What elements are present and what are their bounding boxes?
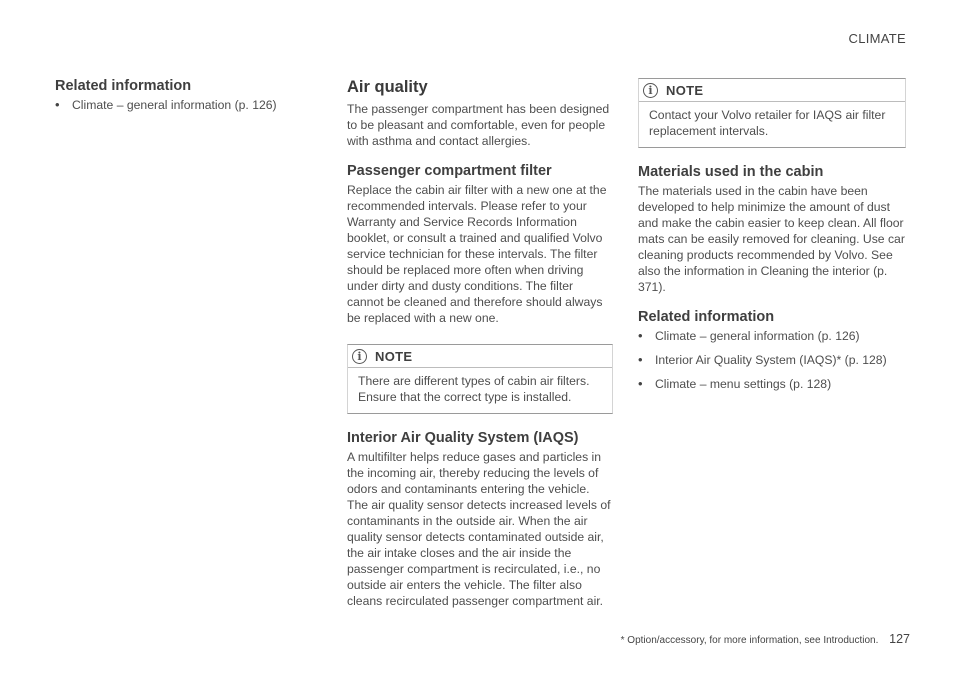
related-link-climate-general[interactable]: • Climate – general information (p. 126): [638, 328, 906, 344]
note-label: NOTE: [666, 82, 704, 98]
air-quality-title: Air quality: [347, 78, 428, 96]
note-box-iaqs-interval: [638, 78, 906, 148]
column-left: [55, 78, 295, 121]
filter-heading: Passenger compartment filter: [347, 163, 552, 179]
related-link-climate-general[interactable]: • Climate – general information (p. 126): [55, 97, 295, 113]
materials-text: The materials used in the cabin have been developed to help minimize the amount of dust and make the cabin easier to keep clean. All floor mats can be easily removed for cleaning. Use car cleaning products recommended by Volvo. See also the information in Cleaning the interior (p. 371).: [638, 184, 905, 294]
note-box-filter-types: [347, 344, 613, 414]
related-info-heading: Related information: [55, 78, 192, 94]
info-icon: i: [352, 349, 367, 364]
materials-heading: Materials used in the cabin: [638, 164, 824, 180]
page-number: 127: [889, 632, 910, 646]
filter-text: Replace the cabin air filter with a new one at the recommended intervals. Please refer to your Warranty and Service Records Information booklet, or consult a trained and qualified Volvo service technician for these intervals. The filter should be replaced more often when driving under dirty and dusty conditions. The filter cannot be cleaned and therefore should always be replaced with a new one.: [347, 183, 607, 325]
related-link-climate-menu[interactable]: • Climate – menu settings (p. 128): [638, 376, 906, 392]
note-header: [348, 345, 612, 368]
note-label: NOTE: [375, 348, 413, 364]
related-link-iaqs[interactable]: • Interior Air Quality System (IAQS)* (p. 128): [638, 352, 906, 368]
column-right: [638, 78, 906, 400]
section-header: CLIMATE: [848, 31, 906, 46]
footnote: * Option/accessory, for more information, see Introduction.: [620, 635, 879, 646]
note-header: [639, 79, 905, 102]
related-info-list: [55, 97, 295, 113]
footer: [621, 632, 910, 646]
iaqs-text: A multifilter helps reduce gases and particles in the incoming air, thereby reducing the levels of odors and contaminants entering the vehicle. The air quality sensor detects increased levels of contaminants in the outside air. When the air quality sensor detects contaminated outside air, the air intake closes and the air inside the passenger compartment is recirculated, i.e., no outside air enters the vehicle. The filter also cleans recirculated passenger compartment air.: [347, 450, 611, 608]
air-quality-intro: The passenger compartment has been designed to be pleasant and comfortable, even for people with asthma and contact allergies.: [347, 102, 610, 148]
related-info-list: [638, 328, 906, 392]
note-text: There are different types of cabin air filters. Ensure that the correct type is installed.: [358, 374, 590, 404]
related-info-heading: Related information: [638, 309, 775, 325]
column-middle: [347, 78, 613, 609]
note-text: Contact your Volvo retailer for IAQS air filter replacement intervals.: [649, 108, 886, 138]
info-icon: i: [643, 83, 658, 98]
iaqs-heading: Interior Air Quality System (IAQS): [347, 430, 579, 446]
